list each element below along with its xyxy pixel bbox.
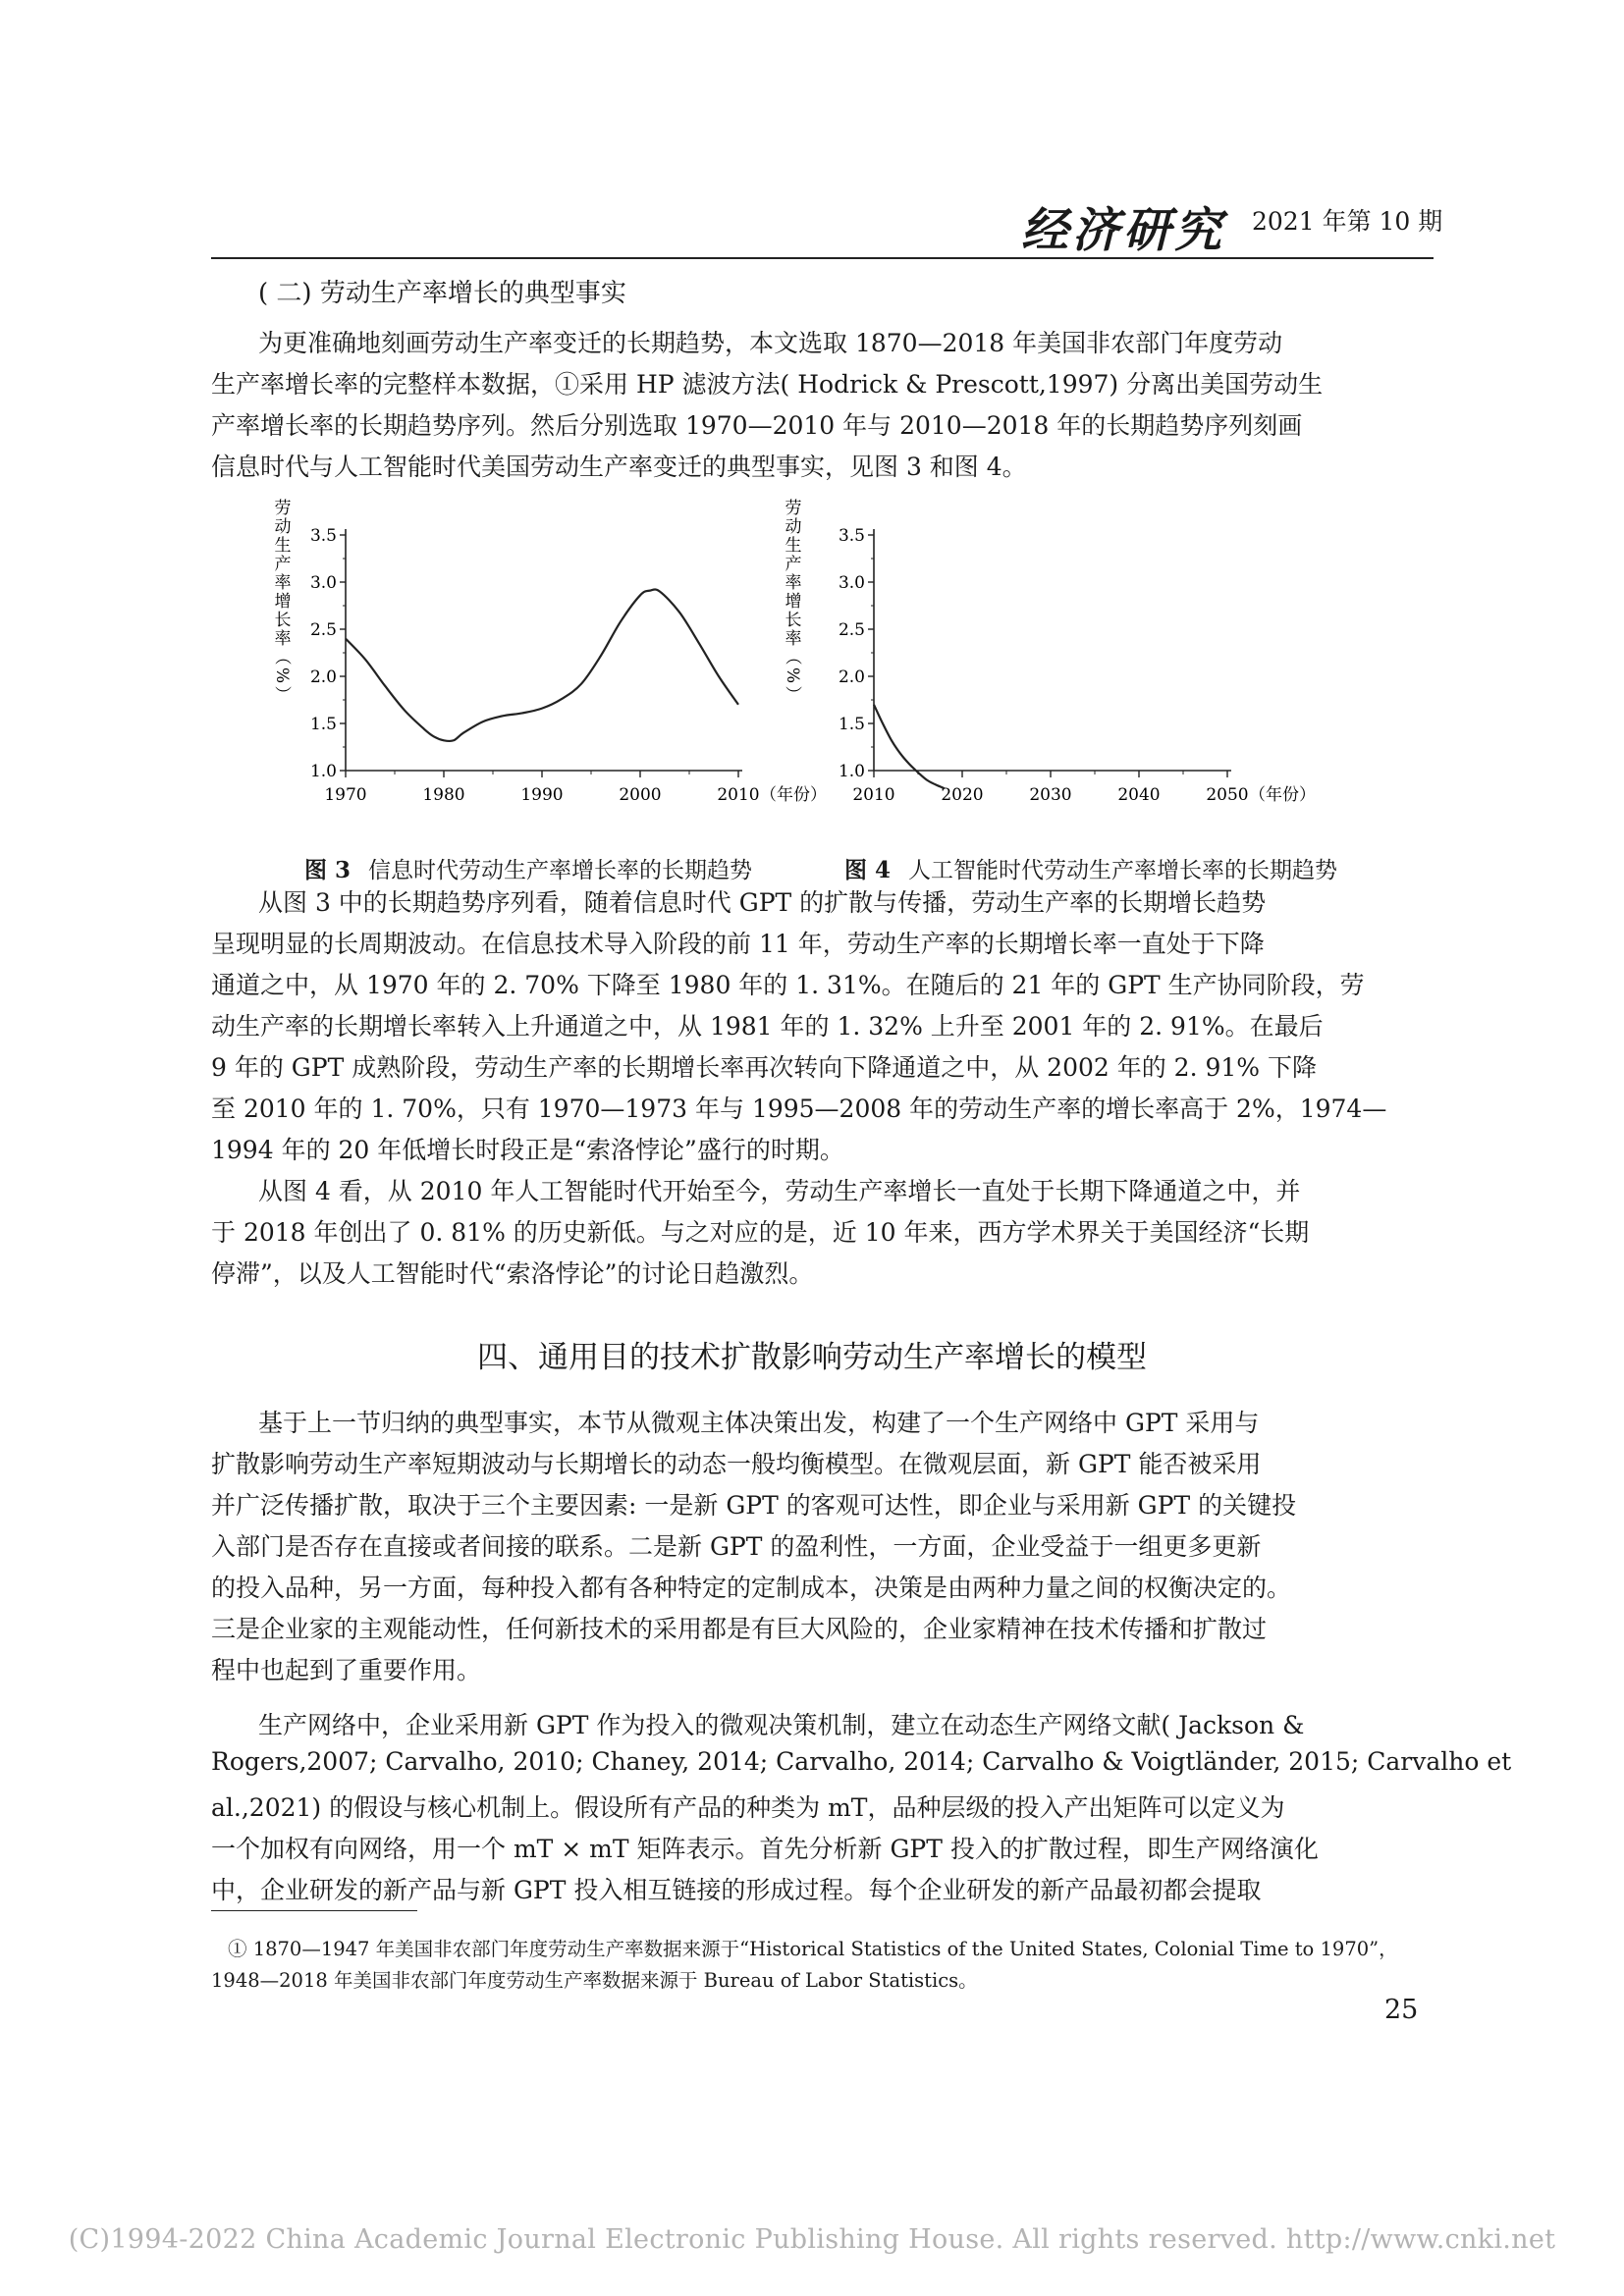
paragraph-line: 中，企业研发的新产品与新 GPT 投入相互链接的形成过程。每个企业研发的新产品最初都会提取: [211, 1876, 1262, 1904]
section-title: 四、通用目的技术扩散影响劳动生产率增长的模型: [477, 1340, 1147, 1375]
x-tick-label: 2010: [717, 785, 760, 805]
y-tick-label: 3.0: [838, 573, 865, 593]
y-axis-label-char: 产: [274, 555, 292, 574]
figure-3-chart: [272, 496, 844, 825]
paragraph-line: 9 年的 GPT 成熟阶段，劳动生产率的长期增长率再次转向下降通道之中，从 2002 年的 2. 91% 下降: [211, 1053, 1317, 1082]
page-number: 25: [1384, 1995, 1419, 2025]
paragraph-line: 一个加权有向网络，用一个 mT × mT 矩阵表示。首先分析新 GPT 投入的扩散过程，即生产网络演化: [211, 1835, 1319, 1863]
y-axis-label-char: （: [272, 648, 292, 666]
y-tick-label: 3.0: [309, 573, 337, 593]
footnote-divider: [211, 1910, 417, 1911]
copyright-notice: (C)1994-2022 China Academic Journal Electronic Publishing House. All rights reserved. http://www.cnki.net: [68, 2224, 1556, 2255]
y-axis-label-char: 生: [274, 536, 292, 556]
y-axis-label-char: ）: [272, 685, 292, 703]
paragraph-line: 从图 3 中的长期趋势序列看，随着信息时代 GPT 的扩散与传播，劳动生产率的长期增长趋势: [258, 888, 1267, 917]
paragraph-line: 于 2018 年创出了 0. 81% 的历史新低。与之对应的是，近 10 年来，西方学术界关于美国经济“长期: [211, 1218, 1310, 1247]
journal-logo: 经济研究: [1021, 203, 1226, 258]
figure-3-caption: 图 3 信息时代劳动生产率增长率的长期趋势: [304, 857, 753, 883]
figure-4-ylabel: [783, 499, 802, 703]
figure-3-series-line: [346, 589, 738, 741]
figure-4-chart: [785, 496, 1375, 825]
subsection-title: ( 二) 劳动生产率增长的典型事实: [258, 279, 626, 308]
paragraph-line: 的投入品种，另一方面，每种投入都有各种特定的定制成本，决策是由两种力量之间的权衡决定的。: [211, 1574, 1292, 1602]
paragraph-line: 1994 年的 20 年低增长时段正是“索洛悖论”盛行的时期。: [211, 1136, 844, 1164]
y-axis-label-char: 产: [785, 555, 802, 574]
x-tick-label: 2010: [852, 785, 895, 805]
y-axis-label-char: ）: [783, 685, 802, 703]
y-axis-label-char: 生: [785, 536, 802, 556]
paragraph-line: 生产率增长率的完整样本数据，①采用 HP 滤波方法( Hodrick & Prescott,1997) 分离出美国劳动生: [211, 370, 1324, 399]
y-axis-label-char: （: [783, 648, 802, 666]
x-axis-label: （年份）: [760, 785, 827, 805]
footnote-line: 1948—2018 年美国非农部门年度劳动生产率数据来源于 Bureau of Labor Statistics。: [211, 1969, 978, 1992]
paragraph-line: al.,2021) 的假设与核心机制上。假设所有产品的种类为 mT，品种层级的投入产出矩阵可以定义为: [211, 1793, 1285, 1822]
y-axis-label-char: 率: [785, 573, 802, 593]
x-tick-label: 2040: [1117, 785, 1161, 805]
paragraph-line: 扩散影响劳动生产率短期波动与长期增长的动态一般均衡模型。在微观层面，新 GPT 能否被采用: [211, 1450, 1262, 1478]
y-axis-label-char: 劳: [274, 499, 292, 518]
x-tick-label: 2050: [1206, 785, 1249, 805]
y-axis-label-char: %: [783, 667, 802, 684]
y-axis-label-char: 率: [785, 629, 802, 649]
figure-4-series-line: [874, 705, 945, 788]
paragraph-line: 三是企业家的主观能动性，任何新技术的采用都是有巨大风险的，企业家精神在技术传播和扩散过: [211, 1615, 1268, 1643]
y-axis-label-char: 增: [274, 592, 292, 612]
y-axis-label-char: 动: [274, 517, 292, 537]
figure-4-caption: 图 4 人工智能时代劳动生产率增长率的长期趋势: [844, 857, 1338, 883]
y-tick-label: 2.0: [309, 667, 337, 687]
journal-issue: 2021 年第 10 期: [1252, 207, 1443, 236]
paragraph-line: 并广泛传播扩散，取决于三个主要因素: 一是新 GPT 的客观可达性，即企业与采用新 GPT 的关键投: [211, 1491, 1297, 1520]
y-tick-label: 2.5: [838, 620, 865, 640]
paragraph-line: 通道之中，从 1970 年的 2. 70% 下降至 1980 年的 1. 31%。在随后的 21 年的 GPT 生产协同阶段，劳: [211, 971, 1365, 999]
y-tick-label: 1.0: [309, 762, 337, 781]
x-tick-label: 1980: [422, 785, 465, 805]
x-tick-label: 2030: [1029, 785, 1072, 805]
y-axis-label-char: 长: [785, 611, 802, 630]
y-axis-label-char: 率: [274, 629, 292, 649]
footnote-line: ① 1870—1947 年美国非农部门年度劳动生产率数据来源于“Historical Statistics of the United States, Colonial Time to 1970”，: [228, 1938, 1398, 1960]
paragraph-line: 动生产率的长期增长率转入上升通道之中，从 1981 年的 1. 32% 上升至 2001 年的 2. 91%。在最后: [211, 1012, 1324, 1041]
header-divider: [211, 257, 1434, 259]
y-tick-label: 1.5: [309, 715, 337, 734]
y-axis-label-char: %: [272, 667, 292, 684]
y-axis-label-char: 长: [274, 611, 292, 630]
y-tick-label: 3.5: [838, 526, 865, 546]
paragraph-line: 生产网络中，企业采用新 GPT 作为投入的微观决策机制，建立在动态生产网络文献( Jackson &: [258, 1711, 1305, 1739]
paragraph-line: Rogers,2007; Carvalho, 2010; Chaney, 2014; Carvalho, 2014; Carvalho & Voigtländer, 2015; Carvalho et: [211, 1747, 1512, 1776]
y-axis-label-char: 增: [785, 592, 802, 612]
y-tick-label: 1.0: [838, 762, 865, 781]
paragraph-line: 基于上一节归纳的典型事实，本节从微观主体决策出发，构建了一个生产网络中 GPT 采用与: [258, 1409, 1260, 1437]
paragraph-line: 至 2010 年的 1. 70%，只有 1970—1973 年与 1995—2008 年的劳动生产率的增长率高于 2%，1974—: [211, 1095, 1387, 1123]
y-axis-label-char: 率: [274, 573, 292, 593]
y-tick-label: 1.5: [838, 715, 865, 734]
y-tick-label: 3.5: [309, 526, 337, 546]
paragraph-line: 为更准确地刻画劳动生产率变迁的长期趋势，本文选取 1870—2018 年美国非农部门年度劳动: [258, 329, 1283, 357]
x-tick-label: 1990: [520, 785, 564, 805]
x-axis-label: （年份）: [1249, 785, 1316, 805]
x-tick-label: 2020: [941, 785, 984, 805]
y-axis-label-char: 劳: [785, 499, 802, 518]
y-axis-label-char: 动: [785, 517, 802, 537]
y-tick-label: 2.0: [838, 667, 865, 687]
paragraph-line: 呈现明显的长周期波动。在信息技术导入阶段的前 11 年，劳动生产率的长期增长率一直处于下降: [211, 930, 1265, 958]
paragraph-line: 信息时代与人工智能时代美国劳动生产率变迁的典型事实，见图 3 和图 4。: [211, 453, 1027, 481]
figure-3-ylabel: [272, 499, 292, 703]
x-tick-label: 1970: [324, 785, 367, 805]
paragraph-line: 从图 4 看，从 2010 年人工智能时代开始至今，劳动生产率增长一直处于长期下降通道之中，并: [258, 1177, 1301, 1205]
paragraph-line: 停滞”，以及人工智能时代“索洛悖论”的讨论日趋激烈。: [211, 1259, 814, 1288]
paragraph-line: 产率增长率的长期趋势序列。然后分别选取 1970—2010 年与 2010—2018 年的长期趋势序列刻画: [211, 411, 1303, 440]
y-tick-label: 2.5: [309, 620, 337, 640]
paragraph-line: 入部门是否存在直接或者间接的联系。二是新 GPT 的盈利性，一方面，企业受益于一组更多更新: [211, 1532, 1262, 1561]
paragraph-line: 程中也起到了重要作用。: [211, 1656, 482, 1684]
x-tick-label: 2000: [619, 785, 662, 805]
